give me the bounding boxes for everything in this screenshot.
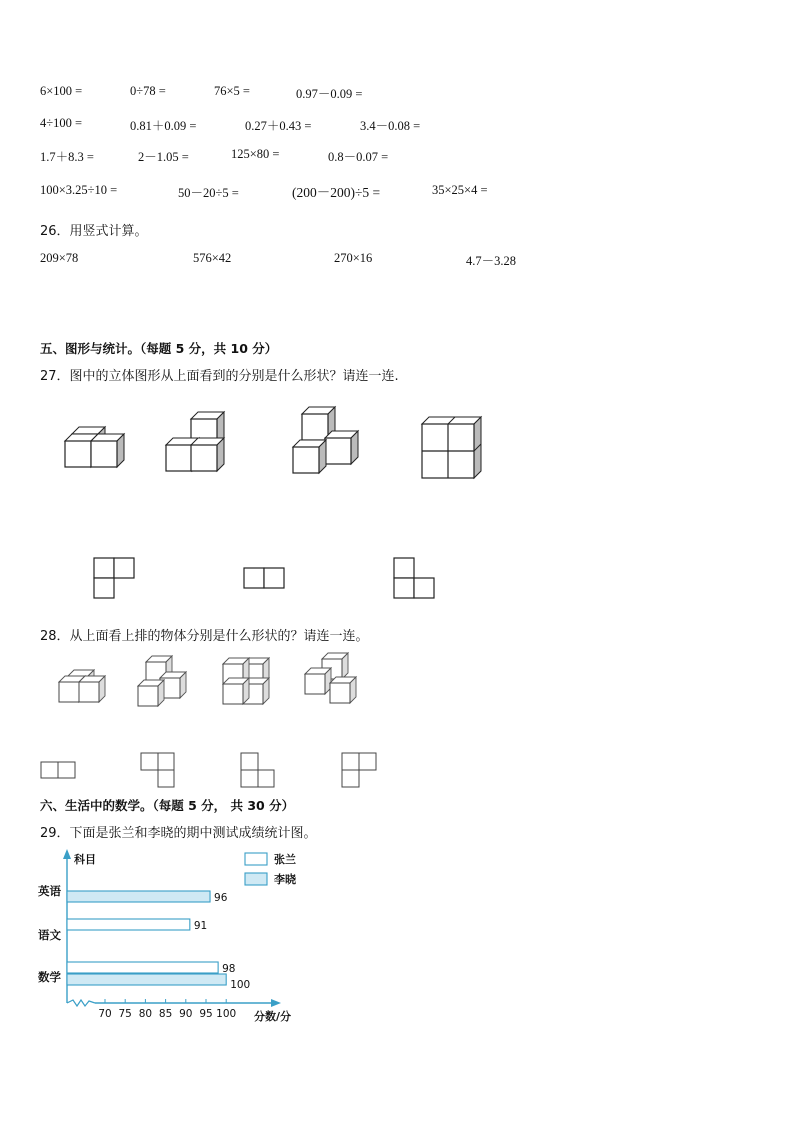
section-heading: 五、图形与统计。（每题 5 分，共 10 分） xyxy=(40,341,278,356)
equation: 1.7＋8.3 = xyxy=(40,150,94,164)
category-label: 数学 xyxy=(38,970,61,984)
question-28-title: 28．从上面看上排的物体分别是什么形状的？请连一连。 xyxy=(40,629,369,644)
bar xyxy=(67,919,190,930)
x-tick-label: 95 xyxy=(199,1008,213,1020)
x-axis-title: 分数/分 xyxy=(254,1010,292,1023)
top-view-1 xyxy=(94,558,134,598)
equation: 35×25×4 = xyxy=(432,183,488,197)
q28-top-view-4 xyxy=(342,753,376,787)
q28-solid-4 xyxy=(305,653,356,703)
bar xyxy=(67,962,218,973)
x-axis-arrow xyxy=(271,999,281,1007)
equation: 0÷78 = xyxy=(130,84,166,98)
equation: 2－1.05 = xyxy=(138,150,189,164)
bar-value-label: 100 xyxy=(230,979,251,991)
solid-figure-3 xyxy=(293,407,358,473)
equation: 50－20÷5 = xyxy=(178,186,239,200)
bar-value-label: 91 xyxy=(193,920,208,932)
equation: 76×5 = xyxy=(214,84,250,98)
equation: 125×80 = xyxy=(231,147,280,161)
vertical-calc-item: 209×78 xyxy=(40,251,79,265)
equation: (200－200)÷5 = xyxy=(292,185,381,200)
chart-bars xyxy=(67,891,226,985)
top-view-3 xyxy=(394,558,434,598)
x-axis-break xyxy=(67,1000,95,1006)
q28-solid-2 xyxy=(138,656,186,706)
solid-figure-4 xyxy=(422,417,481,478)
score-bar-chart xyxy=(30,845,330,1030)
legend-label: 李晓 xyxy=(274,873,296,886)
category-label: 英语 xyxy=(38,884,61,898)
equation: 0.97－0.09 = xyxy=(296,87,363,101)
q28-top-view-3 xyxy=(241,753,274,787)
section-heading: 六、生活中的数学。（每题 5 分， 共 30 分） xyxy=(40,798,295,813)
legend-label: 张兰 xyxy=(274,853,296,866)
bar-value-label: 98 xyxy=(222,963,236,975)
bar xyxy=(67,974,226,985)
legend-swatch xyxy=(245,873,267,885)
equation: 0.8－0.07 = xyxy=(328,150,389,164)
x-tick-label: 80 xyxy=(138,1008,153,1020)
x-tick-label: 70 xyxy=(98,1008,112,1020)
vertical-calc-item: 270×16 xyxy=(334,251,373,265)
bar xyxy=(67,891,210,902)
solid-figure-1 xyxy=(65,427,124,467)
question-26-title: 26．用竖式计算。 xyxy=(40,224,148,239)
equation: 0.27＋0.43 = xyxy=(245,119,312,133)
equation: 3.4－0.08 = xyxy=(360,119,421,133)
y-axis-arrow xyxy=(63,849,71,859)
legend-swatch xyxy=(245,853,267,865)
top-view-2 xyxy=(244,568,284,588)
q28-top-view-1 xyxy=(41,762,75,778)
x-tick-label: 100 xyxy=(216,1008,237,1020)
x-tick-label: 90 xyxy=(179,1008,193,1020)
bar-value-label: 96 xyxy=(214,892,228,904)
equation: 100×3.25÷10 = xyxy=(40,183,118,197)
solid-figure-2 xyxy=(166,412,224,471)
x-tick-label: 85 xyxy=(158,1008,173,1020)
vertical-calc-item: 576×42 xyxy=(193,251,232,265)
question-27-title: 27．图中的立体图形从上面看到的分别是什么形状？请连一连. xyxy=(40,369,399,384)
y-axis-title: 科目 xyxy=(74,853,96,866)
question-29-title: 29．下面是张兰和李晓的期中测试成绩统计图。 xyxy=(40,826,317,841)
q28-top-view-2 xyxy=(141,753,174,787)
category-label: 语文 xyxy=(38,928,61,942)
equation: 0.81＋0.09 = xyxy=(130,119,197,133)
q28-solid-3 xyxy=(223,658,269,704)
chart-labels xyxy=(38,852,296,1023)
q28-solid-1 xyxy=(59,670,105,702)
equation: 4÷100 = xyxy=(40,116,83,130)
x-tick-label: 75 xyxy=(118,1008,132,1020)
equation: 6×100 = xyxy=(40,84,83,98)
vertical-calc-item: 4.7－3.28 xyxy=(466,254,517,268)
